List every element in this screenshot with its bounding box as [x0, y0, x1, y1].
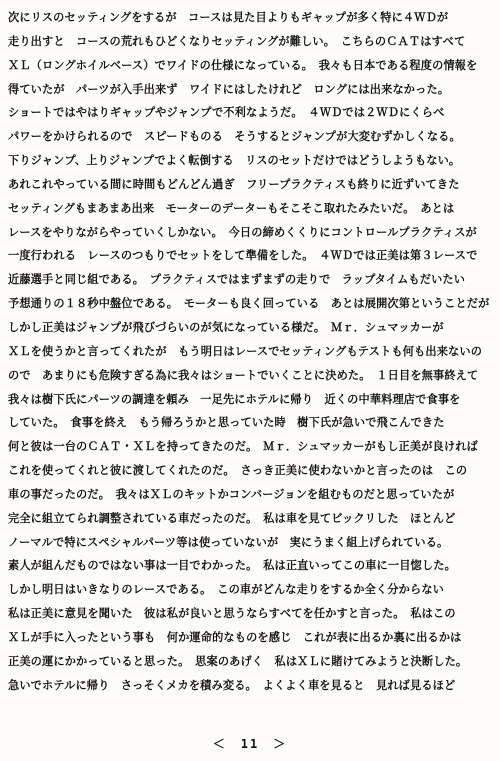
text-line: ＸＬが手に入ったという事も 何か運命的なものを感じ これが表に出るか裏に出るかは [8, 630, 462, 644]
text-line: あれこれやっている間に時間もどんどん過ぎ フリープラクティスも終りに近ずいてきた [8, 177, 460, 191]
text-line: 正美の運にかかっていると思った。 思案のあげく 私はＸＬに賭けてみようと決断した。 [8, 654, 468, 668]
body-text [8, 6, 494, 697]
text-line: パワーをかけられるので スピードものる そうするとジャンプが大変むずかしくなる。 [8, 130, 461, 144]
text-line: 走り出すと コースの荒れもひどくなりセッティングが難しい。 こちらのＣＡＴはすべて [8, 34, 466, 48]
text-line: ＸＬ（ロングホイルベース）でワイドの仕様になっている。 我々も日本である程度の情報を [8, 58, 478, 72]
text-line: ショートではやはりギャップやジャンプで不利なようだ。 ４ＷＤでは２ＷＤにくらべ [8, 106, 445, 120]
text-line: 急いでホテルに帰り さっそくメカを積み変る。 よくよく車を見ると 見れば見るほど [8, 678, 456, 692]
text-line: レースをやりながらやっていくしかない。 今日の締めくくりにコントロールプラクティスが [8, 225, 477, 239]
text-line: ノーマルで特にスペシャルパーツ等は使っていないが 実にうまく組上げられている。 [8, 535, 449, 549]
text-line: 次にリスのセッティングをするが コースは見た目よりもギャップが多く特に４ＷＤが [8, 11, 449, 24]
text-line: しかし正美はジャンプが飛びづらいのが気になっている様だ。 Ｍｒ．シュマッカーが [8, 320, 444, 334]
text-line: 一度行われる レースのつもりでセットをして準備をした。 ４ＷＤでは正美は第３レースで [8, 249, 478, 263]
text-line: これを使ってくれと彼に渡してくれたのだ。 さっき正美に使わないかと言ったのは この [8, 464, 468, 478]
text-line: していた。 食事を終え もう帰ろうかと思っていた時 樹下氏が急いで飛こんできた [8, 416, 445, 430]
text-line: 得ていたが パーツが入手出来ず ワイドにはしたけれど ロングには出来なかった。 [8, 82, 450, 96]
text-line: 完全に組立てられ調整されている車だったのだ。 私は車を見てビックリした ほとんど [8, 511, 456, 525]
text-line: 我々は樹下氏にパーツの調達を頼み 一足先にホテルに帰り 近くの中華料理店で食事を [8, 392, 461, 406]
page-number: ＜ 11 ＞ [212, 737, 288, 751]
text-line: 私は正美に意見を聞いた 彼は私が良いと思うならすべてを任かすと言った。 私はこの [8, 607, 456, 621]
text-line: ので あまりにも危険すぎる為に我々はショートでいくことに決めた。 １日目を無事終えて [8, 368, 479, 382]
text-line: 予想通りの１８秒中盤位である。 モーターも良く回っている あとは展開次第ということだが [8, 297, 490, 311]
text-line: セッティングもまあまあ出来 モーターのデーターもそこそこ取れたみたいだ。 あとは [8, 201, 455, 215]
text-line: ＸＬを使うかと言ってくれたが もう明日はレースでセッティングもテストも何も出来ないの [8, 344, 483, 358]
text-line: 近藤選手と同じ組である。 プラクティスではまずまずの走りで ラップタイムもだいたい [8, 273, 466, 287]
text-line: 何と彼は一台のＣＡＴ・ＸＬを持ってきたのだ。 Ｍｒ．シュマッカーがもし正美が良ければ [8, 440, 478, 454]
text-line: 素人が組んだものではない事は一目でわかった。 私は正直いってこの車に一目惚した。 [8, 559, 456, 573]
text-line: 下りジャンプ、上りジャンプでよく転倒する リスのセットだけではどうしようもない。 [8, 154, 461, 168]
text-line: 車の事だったのだ。 我々はＸＬのキットかコンバージョンを組むものだと思っていたが [8, 487, 455, 501]
text-line: しかし明日はいきなりのレースである。 この車がどんな走りをするか全く分からない [8, 583, 445, 597]
